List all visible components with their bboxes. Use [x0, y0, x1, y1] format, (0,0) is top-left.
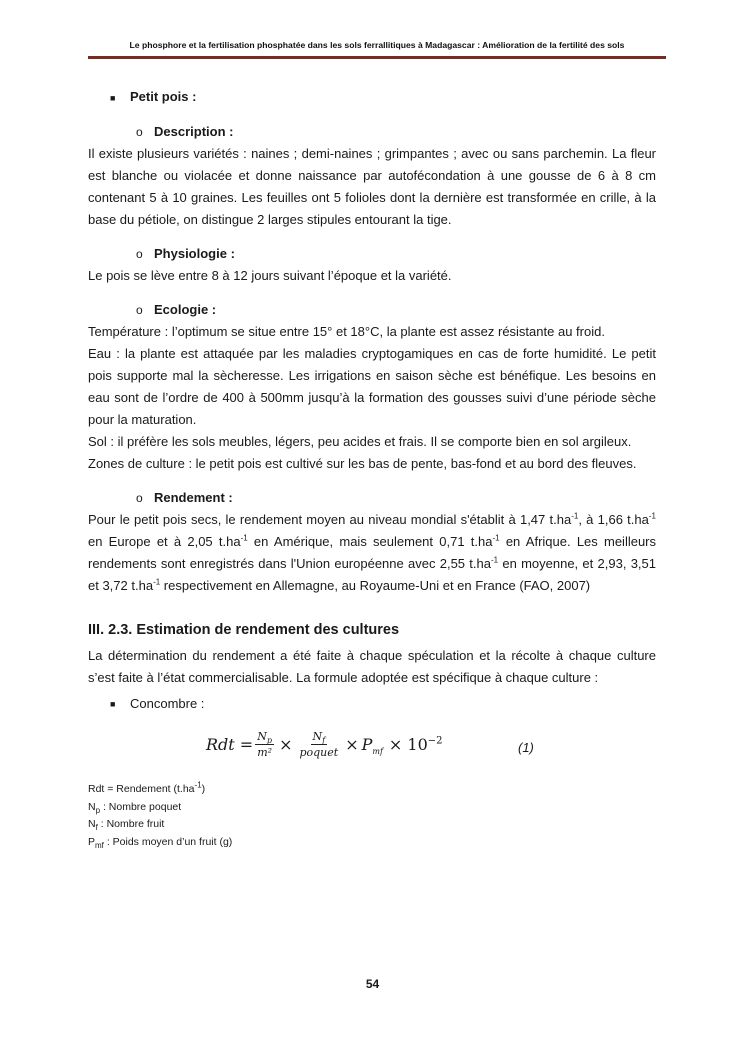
ecologie-eau: Eau : la plante est attaquée par les maladies cryptogamiques en cas de forte humidité. Le petit pois supporte mal la sècheresse. Les irrigations en saison sèche est bénéfique. Les besoins en eau sont de l’ordre de 400 à 500mm jusqu’à la formation des gousses suivi d’une période sèche pour la maturation. [88, 345, 656, 427]
circle-bullet-icon: o [136, 246, 143, 261]
equation-number: (1) [518, 740, 534, 756]
running-header: Le phosphore et la fertilisation phosphatée dans les sols ferrallitiques à Madagascar : Amélioration de la fertilité des sols [129, 40, 625, 50]
yield-formula [88, 721, 656, 777]
ecologie-heading [88, 299, 656, 321]
rendement-heading [88, 487, 656, 509]
page-content [88, 86, 656, 851]
ecologie-sol: Sol : il préfère les sols meubles, légers, peu acides et frais. Il se comporte bien en sol argileux. [88, 433, 632, 449]
section-title: III. 2.3. Estimation de rendement des cultures [88, 621, 400, 638]
concombre-label: Concombre : [130, 695, 205, 711]
page-number: 54 [365, 977, 380, 991]
square-bullet-icon: ■ [110, 699, 116, 710]
ecologie-zones: Zones de culture : le petit pois est cultivé sur les bas de pente, bas-fond et au bord des fleuves. [88, 455, 637, 471]
petit-pois-heading [88, 86, 656, 109]
header-rule [88, 56, 666, 59]
square-bullet-icon: ■ [110, 92, 116, 103]
legend-np: $N_p$ : Nombre poquet [88, 800, 182, 815]
times-operator: × [345, 734, 359, 754]
ecologie-heading-text: Ecologie : [154, 301, 217, 317]
legend-rdt: Rdt = Rendement $(t.ha^{-1})$ [88, 780, 206, 796]
legend-pmf: $P_{mf}$ : Poids moyen d’un fruit (g) [88, 835, 233, 850]
petit-pois-title: Petit pois : [130, 89, 197, 104]
description-text: Il existe plusieurs variétés : naines ; demi-naines ; grimpantes ; avec ou sans parchemin. La fleur est blanche ou violacée et donne naissance par autofécondation à une gousse de 6 à 8 cm contenant 5 à 10 graines. Les feuilles ont 5 folioles dont la dernière est transformée en crille, à la base du pétiole, on distingue 2 larges stipules entourant la tige. [88, 145, 656, 227]
section-text: La détermination du rendement a été faite à chaque spéculation et la récolte à chaque culture s’est faite à l’état commercialisable. La formule adoptée est spécifique à chaque culture : [88, 647, 656, 685]
rendement-text: Pour le petit pois secs, le rendement moyen au niveau mondial s'établit à 1,47 $t.ha^{-1}$, à 1,66 $t.ha^{-1}$ en Europe et à 2,05 $t.ha^{-1}$ en Amérique, mais seulement 0,71 $t.ha^{-1}$ en Afrique. Les meilleurs rendements sont enregistrés dans l'Union européenne avec 2,55 $t.ha^{-1}$ en moyenne, et 2,93, 3,51 et 3,72 $t.ha^{-1}$ respectivement en Allemagne, au Royaume-Uni et en France (FAO, 2007) [88, 511, 657, 593]
physiologie-heading-text: Physiologie : [154, 245, 235, 261]
rendement-heading-text: Rendement : [154, 489, 233, 505]
description-heading-text: Description : [154, 123, 234, 139]
times-operator: × [279, 734, 293, 754]
physiologie-heading [88, 243, 656, 265]
fraction-nf-poquet: $\frac{N_f}{\text{poquet}}$ [299, 730, 339, 760]
formula-pmf: $P_{mf}$ [361, 734, 383, 756]
circle-bullet-icon: o [136, 490, 143, 505]
formula-legend [88, 781, 656, 851]
description-heading [88, 121, 656, 143]
physiologie-text: Le pois se lève entre 8 à 12 jours suivant l’époque et la variété. [88, 267, 452, 283]
formula-factor: × $10^{-2}$ [388, 734, 443, 754]
formula-lhs: Rdt = [206, 734, 254, 754]
concombre-bullet [88, 693, 656, 716]
legend-nf: $N_f$ : Nombre fruit [88, 818, 165, 833]
fraction-np-m2: $\frac{N_p}{\text{m²}}$ [257, 730, 273, 760]
ecologie-temperature: Température : l’optimum se situe entre 15° et 18°C, la plante est assez résistante au froid. [88, 323, 605, 339]
circle-bullet-icon: o [136, 302, 143, 317]
circle-bullet-icon: o [136, 124, 143, 139]
